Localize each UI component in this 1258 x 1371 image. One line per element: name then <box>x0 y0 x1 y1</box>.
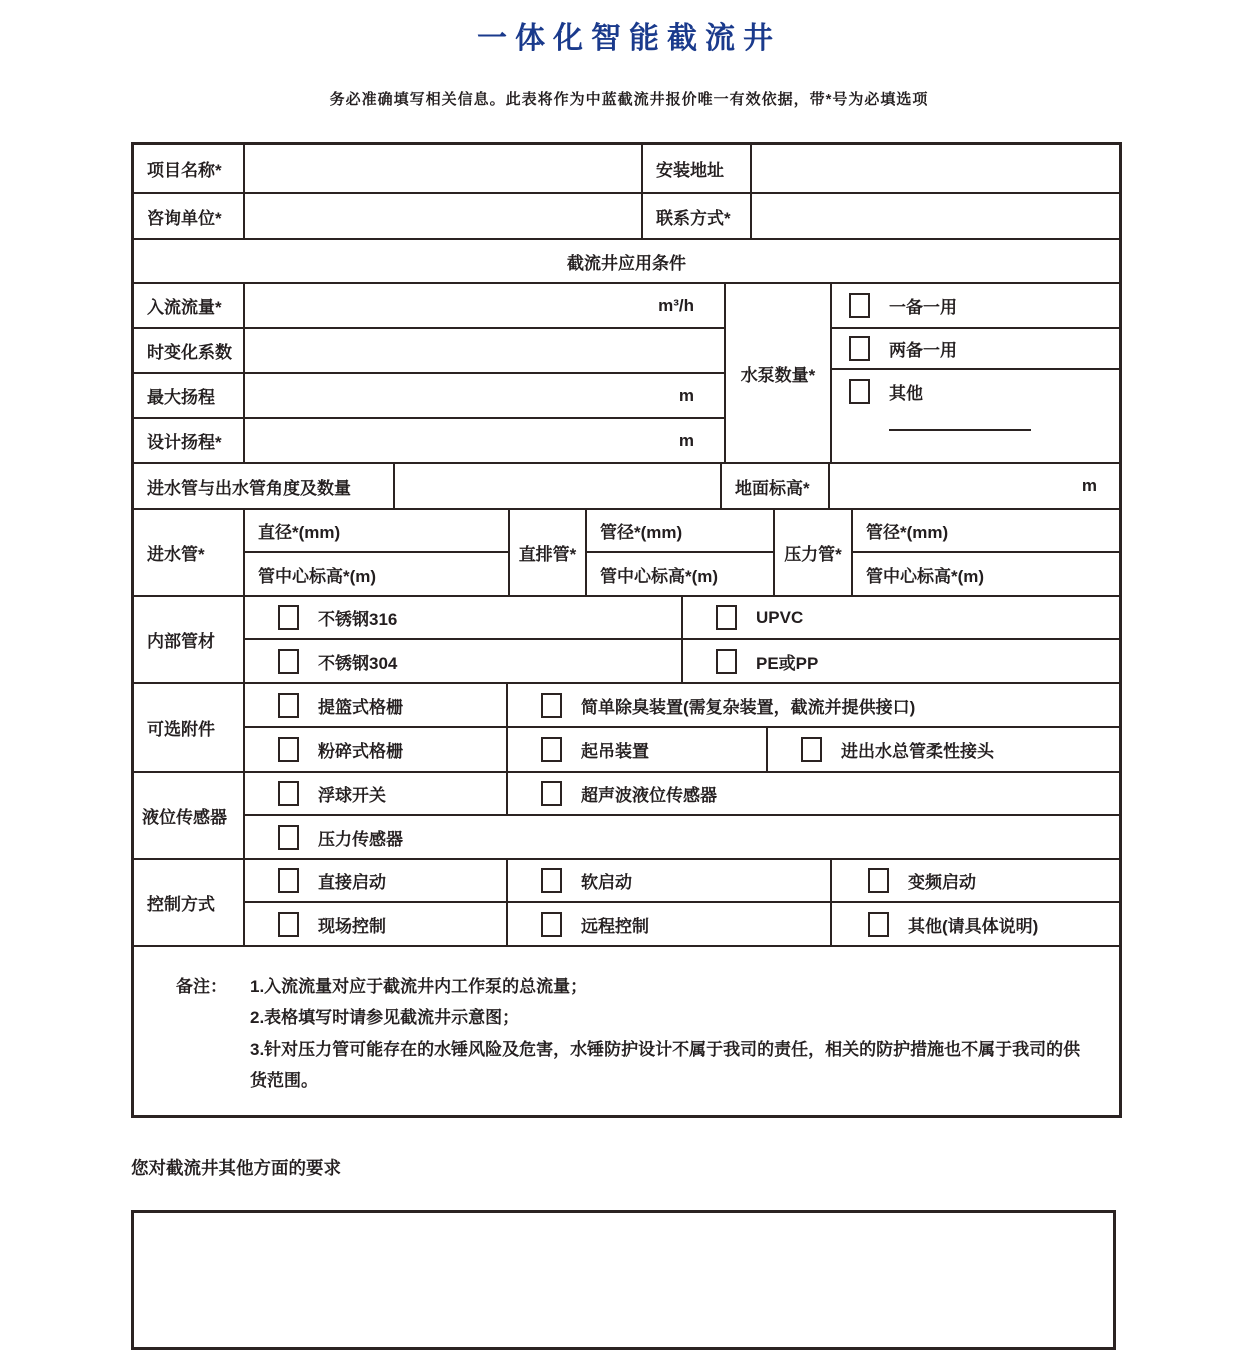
basket-screen-checkbox[interactable] <box>278 693 299 718</box>
design-head-unit: m <box>678 430 694 450</box>
pump-option-two-standby <box>832 329 1119 371</box>
vfd-start-checkbox[interactable] <box>868 868 889 893</box>
materials-label: 内部管材 <box>134 597 245 682</box>
variation-input[interactable] <box>245 329 724 372</box>
main-form-table <box>131 142 1122 1118</box>
material-ss316-label: 不锈钢316 <box>318 610 398 629</box>
basket-screen-label: 提篮式格栅 <box>318 697 403 717</box>
material-ss316-option <box>245 597 683 638</box>
ultrasonic-option <box>508 773 1119 814</box>
inflow-label: 入流流量* <box>134 284 245 327</box>
pump-two-standby-label: 两备一用 <box>889 340 957 360</box>
inlet-pipe-fields <box>245 510 508 595</box>
max-head-unit: m <box>678 385 694 405</box>
max-head-row <box>134 374 724 419</box>
project-name-input[interactable] <box>245 145 643 192</box>
inflow-unit: m³/h <box>658 295 694 315</box>
material-ss304-option <box>245 640 683 682</box>
crush-screen-option <box>245 728 508 771</box>
ultrasonic-label: 超声波液位传感器 <box>581 786 717 805</box>
level-sensor-options <box>245 773 1119 858</box>
float-switch-option <box>245 773 508 814</box>
level-sensor-label: 液位传感器 <box>134 773 245 858</box>
other-control-checkbox[interactable] <box>868 912 889 937</box>
crush-screen-label: 粉碎式格栅 <box>318 742 403 761</box>
pump-option-one-standby <box>832 284 1119 329</box>
pump-option-other <box>832 370 1119 462</box>
elevation-label: 地面标高* <box>722 464 830 508</box>
control-band <box>134 860 1119 947</box>
pressure-sensor-checkbox[interactable] <box>278 825 299 850</box>
direct-start-option <box>245 860 508 901</box>
max-head-input[interactable] <box>245 374 724 417</box>
control-row2 <box>245 903 1119 945</box>
design-head-label: 设计扬程* <box>134 419 245 462</box>
float-switch-checkbox[interactable] <box>278 781 299 806</box>
other-requirements-heading: 您对截流井其他方面的要求 <box>131 1158 341 1178</box>
control-options <box>245 860 1119 945</box>
angle-input[interactable] <box>395 464 722 508</box>
direct-start-checkbox[interactable] <box>278 868 299 893</box>
local-control-label: 现场控制 <box>318 916 386 936</box>
soft-start-label: 软启动 <box>581 873 632 892</box>
consult-unit-label: 咨询单位* <box>134 194 245 238</box>
contact-input[interactable] <box>752 194 1119 238</box>
material-upvc-checkbox[interactable] <box>716 605 737 630</box>
material-upvc-option <box>683 597 1119 638</box>
level-sensor-row2 <box>245 816 1119 858</box>
material-ss316-checkbox[interactable] <box>278 605 299 630</box>
flexible-joint-option <box>768 728 1119 771</box>
install-address-input[interactable] <box>752 145 1119 192</box>
remarks-text <box>250 971 1081 1115</box>
level-sensor-band <box>134 773 1119 860</box>
install-address-label: 安装地址 <box>643 145 752 192</box>
direct-pipe-fields <box>587 510 773 595</box>
flexible-joint-label: 进出水总管柔性接头 <box>841 742 994 761</box>
control-label: 控制方式 <box>134 860 245 945</box>
material-pe-pp-label: PE或PP <box>756 653 819 673</box>
inflow-row <box>134 284 724 329</box>
materials-row2 <box>245 640 1119 682</box>
inlet-pipe-label: 进水管* <box>134 510 245 595</box>
material-ss304-checkbox[interactable] <box>278 649 299 674</box>
project-name-label: 项目名称* <box>134 145 245 192</box>
flexible-joint-checkbox[interactable] <box>801 737 822 762</box>
remote-control-option <box>508 903 832 945</box>
other-control-option <box>832 903 1119 945</box>
pressure-center-elev-field[interactable]: 管中心标高*(m) <box>866 566 985 586</box>
section-header: 截流井应用条件 <box>567 253 686 273</box>
vfd-start-label: 变频启动 <box>908 873 976 892</box>
material-pe-pp-checkbox[interactable] <box>716 649 737 674</box>
accessories-band <box>134 684 1119 773</box>
pressure-sensor-option <box>245 816 1119 858</box>
pump-count-label: 水泵数量* <box>724 284 832 462</box>
material-pe-pp-option <box>683 640 1119 682</box>
row-consult <box>134 194 1119 240</box>
design-head-row <box>134 419 724 462</box>
angle-elevation-row <box>134 464 1119 510</box>
pressure-pipe-fields <box>853 510 1119 595</box>
pump-options <box>832 284 1119 462</box>
remote-control-checkbox[interactable] <box>541 912 562 937</box>
direct-pipe-label: 直排管* <box>508 510 587 595</box>
page-title: 一体化智能截流井 <box>477 22 781 55</box>
row-project <box>134 145 1119 194</box>
remarks-line-1: 1.入流流量对应于截流井内工作泵的总流量； <box>250 977 588 996</box>
remarks-label: 备注： <box>176 977 227 996</box>
consult-unit-input[interactable] <box>245 194 643 238</box>
control-row1 <box>245 860 1119 903</box>
local-control-option <box>245 903 508 945</box>
direct-start-label: 直接启动 <box>318 873 386 892</box>
materials-options <box>245 597 1119 682</box>
contact-label: 联系方式* <box>643 194 752 238</box>
pump-two-standby-checkbox[interactable] <box>849 336 870 361</box>
accessories-label: 可选附件 <box>134 684 245 771</box>
ultrasonic-checkbox[interactable] <box>541 781 562 806</box>
accessories-row2 <box>245 728 1119 771</box>
soft-start-checkbox[interactable] <box>541 868 562 893</box>
pressure-diameter-field[interactable]: 管径*(mm) <box>853 510 1119 553</box>
conditions-band <box>134 284 1119 464</box>
inlet-diameter-field[interactable]: 直径*(mm) <box>245 510 508 553</box>
pressure-sensor-label: 压力传感器 <box>318 829 403 849</box>
remote-control-label: 远程控制 <box>581 916 649 936</box>
angle-label: 进水管与出水管角度及数量 <box>134 464 395 508</box>
remarks-line-3: 3.针对压力管可能存在的水锤风险及危害，水锤防护设计不属于我司的责任，相关的防护措施也不属于我司的供货范围。 <box>250 1039 1081 1091</box>
deodorize-option <box>508 684 1119 726</box>
lifting-device-checkbox[interactable] <box>541 737 562 762</box>
section-header-row <box>134 240 1119 284</box>
pump-other-row <box>832 370 1119 413</box>
pump-one-standby-label: 一备一用 <box>889 297 957 317</box>
elevation-unit: m <box>1081 476 1097 495</box>
variation-label: 时变化系数 <box>134 329 245 372</box>
pipes-band <box>134 510 1119 597</box>
pump-other-checkbox[interactable] <box>849 379 870 404</box>
pump-other-label: 其他 <box>889 384 923 404</box>
lifting-device-option <box>508 728 768 771</box>
direct-center-elev-field[interactable]: 管中心标高*(m) <box>600 566 719 586</box>
inlet-center-elev-field[interactable]: 管中心标高*(m) <box>258 566 377 586</box>
level-sensor-row1 <box>245 773 1119 816</box>
max-head-label: 最大扬程 <box>134 374 245 417</box>
float-switch-label: 浮球开关 <box>318 786 386 805</box>
remarks-band <box>134 947 1119 1115</box>
accessories-row1 <box>245 684 1119 728</box>
materials-band <box>134 597 1119 684</box>
vfd-start-option <box>832 860 1119 901</box>
remarks-line-2: 2.表格填写时请参见截流井示意图； <box>250 1008 520 1028</box>
materials-row1 <box>245 597 1119 640</box>
deodorize-checkbox[interactable] <box>541 693 562 718</box>
crush-screen-checkbox[interactable] <box>278 737 299 762</box>
material-upvc-label: UPVC <box>756 607 804 627</box>
variation-row <box>134 329 724 374</box>
lifting-device-label: 起吊装置 <box>581 742 649 761</box>
pressure-pipe-label: 压力管* <box>773 510 853 595</box>
direct-diameter-field[interactable]: 管径*(mm) <box>587 510 773 553</box>
material-ss304-label: 不锈钢304 <box>318 653 398 673</box>
soft-start-option <box>508 860 832 901</box>
design-head-input[interactable] <box>245 419 724 462</box>
basket-screen-option <box>245 684 508 726</box>
local-control-checkbox[interactable] <box>278 912 299 937</box>
other-requirements-input[interactable] <box>131 1210 1116 1350</box>
inflow-input[interactable] <box>245 284 724 327</box>
other-control-label: 其他(请具体说明) <box>908 916 1039 936</box>
conditions-rows <box>134 284 724 462</box>
elevation-input[interactable] <box>830 464 1119 508</box>
accessories-options <box>245 684 1119 771</box>
pump-other-input-line[interactable] <box>889 429 1031 431</box>
page-subtitle: 务必准确填写相关信息。此表将作为中蓝截流井报价唯一有效依据，带*号为必填选项 <box>329 91 929 108</box>
pump-one-standby-checkbox[interactable] <box>849 293 870 318</box>
deodorize-label: 简单除臭装置(需复杂装置，截流并提供接口) <box>581 697 916 717</box>
